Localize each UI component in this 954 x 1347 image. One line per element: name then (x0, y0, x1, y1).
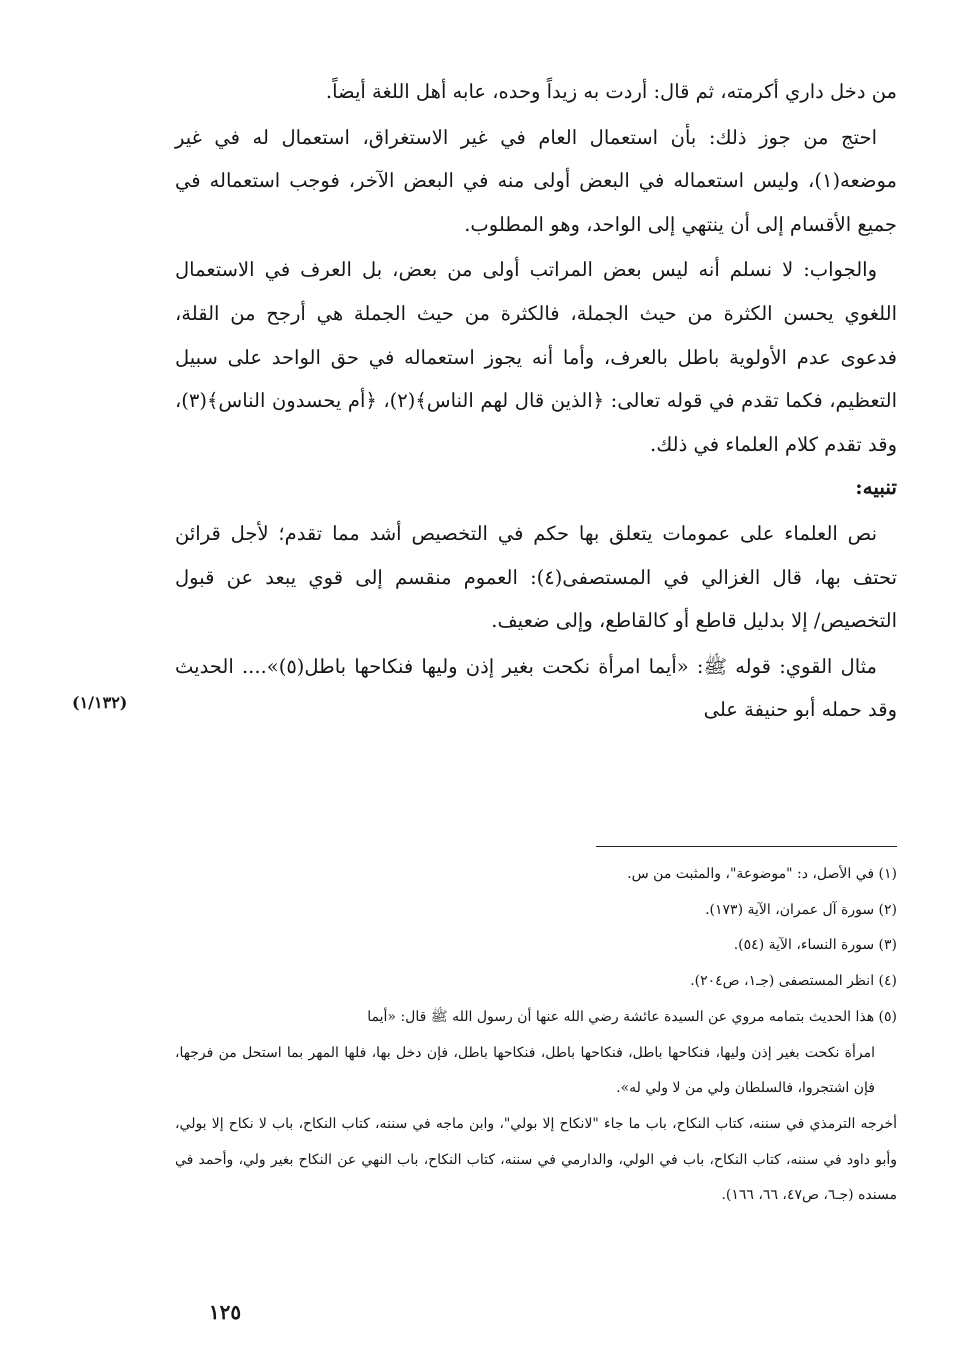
footnote-1: (١) في الأصل، د: "موضوعة"، والمثبت من س. (627, 866, 897, 882)
paragraph-1: من دخل داري أكرمته، ثم قال: أردت به زيداً وحده، عابه أهل اللغة أيضاً. (325, 80, 897, 103)
footnotes (175, 857, 897, 1214)
footnote-divider (596, 846, 897, 847)
paragraph-5: مثال القوي: قوله ﷺ: «أيما امرأة نكحت بغير إذن وليها فنكاحها باطل(٥)».... الحديث وقد حمله أبو حنيفة على (175, 654, 897, 722)
footnote-3: (٣) سورة النساء، الآية (٥٤). (733, 937, 897, 954)
paragraph-4: نص العلماء على عمومات يتعلق بها حكم في التخصيص أشد مما تقدم؛ لأجل قرائن تحتف بها، قال الغزالي في المستصفى(٤): العموم منقسم إلى قوي يبعد عن قبول التخصيص/ إلا بدليل قاطع أو كالقاطع، وإلى ضعيف. (175, 521, 897, 633)
section-heading: تنبيه: (855, 475, 897, 500)
footnote-5-source: أخرجه الترمذي في سننه، كتاب النكاح، باب ما جاء "لانكاح إلا بولي"، وابن ماجه في سننه، كتاب النكاح، باب لا نكاح إلا بولي، وأبو داود في سننه، كتاب النكاح، باب في الولي، والدارمي في سننه، كتاب النكاح، باب النهي عن النكاح بغير ولي، وأحمد في مسنده (جـ٦، ص٤٧، ٦٦، ١٦٦). (175, 1115, 897, 1204)
main-text (175, 70, 897, 732)
margin-page-reference: (١/١٣٢) (72, 693, 128, 712)
paragraph-3: والجواب: لا نسلم أنه ليس بعض المراتب أولى من بعض، بل العرف في الاستعمال اللغوي يحسن الكثرة من حيث الجملة، فالكثرة من حيث الجملة هي أرجح من القلة، فدعوى عدم الأولوية باطل بالعرف، وأما أنه يجوز استعماله في حق الواحد على سبيل التعظيم، فكما تقدم في قوله تعالى: ﴿الذين قال لهم الناس﴾(٢)، ﴿أم يحسدون الناس﴾(٣)، وقد تقدم كلام العلماء في ذلك. (175, 258, 897, 456)
page-number: ١٢٥ (208, 1300, 242, 1324)
footnote-4: (٤) انظر المستصفى (جـ١، ص٢٠٤). (690, 973, 897, 990)
footnote-5: (٥) هذا الحديث بتمامه مروي عن السيدة عائشة رضي الله عنها أن رسول الله ﷺ قال: «أيما (367, 1008, 897, 1025)
footnote-5-continued: امرأة نكحت بغير إذن وليها، فنكاحها باطل، فنكاحها باطل، فنكاحها باطل، فإن دخل بها، فلها المهر بما استحل من فرجها، فإن اشتجروا، فالسلطان ولي من لا ولي له». (175, 1044, 875, 1097)
paragraph-2: احتج من جوز ذلك: بأن استعمال العام في غير الاستغراق، استعمال له في غير موضعه(١)، وليس استعماله في البعض أولى منه في البعض الآخر، فوجب استعماله في جميع الأقسام إلى أن ينتهي إلى الواحد، وهو المطلوب. (175, 125, 897, 236)
footnote-2: (٢) سورة آل عمران، الآية (١٧٣). (705, 901, 897, 918)
